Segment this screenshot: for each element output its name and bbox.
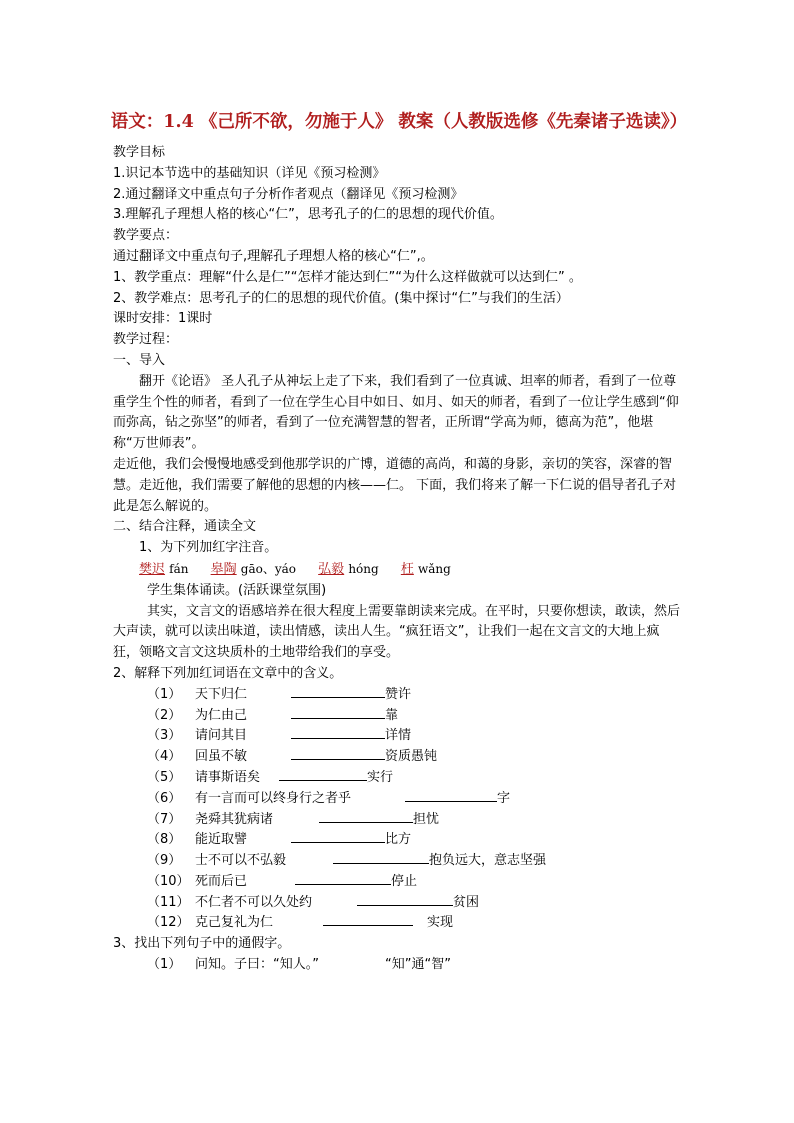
- phonetic-word: 弘毅: [318, 561, 345, 577]
- read-paragraph: 其实，文言文的语感培养在很大程度上需要靠朗读来完成。在平时，只要你想读，敢读，然后大声读，就可以读出味道，读出情感，读出人生。“疯狂语文”，让我们一起在文言文的大地上疯狂，领略文言文这块质朴的土地带给我们的享受。: [113, 603, 681, 661]
- glossary-item: （1） 天下归仁 赞许: [113, 685, 685, 706]
- class-hours: 课时安排：1课时: [113, 311, 213, 327]
- glossary-meaning: 比方: [385, 832, 412, 848]
- phonetic-pinyin: fán: [169, 561, 189, 576]
- glossary-item: （6） 有一言而可以终身行之者乎 字: [113, 789, 685, 810]
- task-2: 2、解释下列加红词语在文章中的含义。: [113, 665, 343, 681]
- answer-blank[interactable]: [319, 810, 413, 823]
- glossary-meaning: 实行: [367, 769, 394, 785]
- answer-blank[interactable]: [405, 789, 497, 802]
- answer-blank[interactable]: [295, 872, 391, 885]
- answer-blank[interactable]: [291, 706, 385, 719]
- glossary-meaning: 担忧: [413, 811, 440, 827]
- glossary-item: （8） 能近取譬 比方: [113, 830, 685, 851]
- glossary-phrase: 请事斯语矣: [195, 769, 261, 785]
- goal-2: 2.通过翻译文中重点句子分析作者观点（翻译见《预习检测》: [113, 186, 464, 202]
- glossary-meaning: 抱负远大，意志坚强: [429, 853, 547, 869]
- section-2-heading: 二、结合注释，通读全文: [113, 519, 257, 535]
- phonetic-pinyin: hóng: [348, 561, 379, 576]
- glossary-meaning: 靠: [385, 707, 399, 723]
- document-title: 语文：1.4 《己所不欲，勿施于人》 教案（人教版选修《先秦诸子选读》）: [110, 112, 688, 132]
- answer-blank[interactable]: [291, 685, 385, 698]
- section-1-heading: 一、导入: [113, 352, 166, 368]
- answer-blank[interactable]: [357, 893, 453, 906]
- task-1: 1、为下列加红字注音。: [139, 540, 278, 556]
- glossary-phrase: 回虽不敏: [195, 749, 248, 765]
- intro-paragraph-2: 走近他，我们会慢慢地感受到他那学识的广博，道德的高尚，和蔼的身影，亲切的笑容，深睿的智慧。走近他，我们需要了解他的思想的内核——仁。 下面，我们将来了解一下仁说的倡导者孔子对此是怎么解说的。: [113, 456, 677, 514]
- difficult-point: 2、教学难点：思考孔子的仁的思想的现代价值。(集中探讨“仁”与我们的生活）: [113, 290, 569, 306]
- glossary-phrase: 请问其目: [195, 728, 248, 744]
- process-heading: 教学过程：: [113, 332, 179, 348]
- glossary-phrase: 死而后已: [195, 873, 248, 889]
- points-heading: 教学要点：: [113, 228, 179, 244]
- glossary-meaning: 详情: [385, 728, 412, 744]
- glossary-meaning: 贫困: [453, 894, 480, 910]
- answer-blank[interactable]: [323, 913, 413, 926]
- phonetic-row: [113, 559, 685, 581]
- task-3: 3、找出下列句子中的通假字。: [113, 936, 291, 952]
- glossary-item: （12） 克己复礼为仁 实现: [113, 913, 685, 934]
- goals-heading: 教学目标: [113, 145, 166, 160]
- tongjia-item: （1） 问知。子曰：“知人。” “知”通“智”: [113, 955, 685, 976]
- glossary-meaning: 字: [497, 790, 511, 806]
- glossary-meaning: 赞许: [385, 686, 412, 702]
- points-text: 通过翻译文中重点句子,理解孔子理想人格的核心“仁”,。: [113, 248, 434, 264]
- phonetic-pinyin: wǎng: [417, 561, 451, 576]
- goal-3: 3.理解孔子理想人格的核心“仁”，思考孔子的仁的思想的现代价值。: [113, 207, 503, 223]
- glossary-item: （9） 士不可以不弘毅 抱负远大，意志坚强: [113, 851, 685, 872]
- phonetic-pinyin: gāo、yáo: [240, 561, 297, 576]
- glossary-phrase: 天下归仁: [195, 686, 248, 702]
- glossary-item: （2） 为仁由己 靠: [113, 706, 685, 727]
- goal-1: 1.识记本节选中的基础知识（详见《预习检测》: [113, 165, 386, 181]
- glossary-item: （10） 死而后已 停止: [113, 872, 685, 893]
- answer-blank[interactable]: [333, 851, 429, 864]
- key-point: 1、教学重点：理解“什么是仁”“怎样才能达到仁”“为什么这样做就可以达到仁” 。: [113, 269, 582, 285]
- glossary-item: （11） 不仁者不可以久处约 贫困: [113, 893, 685, 914]
- phonetic-word: 枉: [400, 561, 414, 577]
- glossary-item: （5） 请事斯语矣 实行: [113, 768, 685, 789]
- glossary-phrase: 尧舜其犹病诸: [195, 811, 274, 827]
- glossary-list: [113, 685, 685, 935]
- glossary-item: （3） 请问其目 详情: [113, 726, 685, 747]
- glossary-phrase: 为仁由己: [195, 707, 248, 723]
- answer-blank[interactable]: [291, 747, 385, 760]
- glossary-meaning: 停止: [391, 873, 418, 889]
- glossary-phrase: 有一言而可以终身行之者乎: [195, 790, 352, 806]
- intro-paragraph-1: 翻开《论语》 圣人孔子从神坛上走了下来，我们看到了一位真诚、坦率的师者，看到了一位尊重学生个性的师者，看到了一位在学生心目中如日、如月、如天的师者，看到了一位让学生感到“仰而弥高，钻之弥坚”的师者，看到了一位充满智慧的智者，正所谓“学高为师，德高为范”，他堪称“万世师表”。: [113, 373, 679, 452]
- glossary-item: （7） 尧舜其犹病诸 担忧: [113, 810, 685, 831]
- phonetic-word: 皋陶: [210, 561, 237, 577]
- glossary-phrase: 不仁者不可以久处约: [195, 894, 313, 910]
- document-page: [110, 104, 688, 976]
- glossary-item: （4） 回虽不敏 资质愚钝: [113, 747, 685, 768]
- answer-blank[interactable]: [291, 726, 385, 739]
- group-read: 学生集体诵读。(活跃课堂氛围): [147, 582, 327, 598]
- phonetic-word: 樊迟: [139, 561, 166, 577]
- answer-blank[interactable]: [291, 830, 385, 843]
- glossary-phrase: 克己复礼为仁: [195, 915, 274, 931]
- glossary-meaning: 资质愚钝: [385, 749, 438, 765]
- glossary-meaning: 实现: [427, 915, 454, 931]
- glossary-phrase: 能近取譬: [195, 832, 248, 848]
- tongjia-sentence: 问知。子曰：“知人。”: [195, 957, 319, 973]
- glossary-phrase: 士不可以不弘毅: [195, 853, 287, 869]
- answer-blank[interactable]: [279, 768, 367, 781]
- tongjia-note: “知”通“智”: [385, 957, 451, 973]
